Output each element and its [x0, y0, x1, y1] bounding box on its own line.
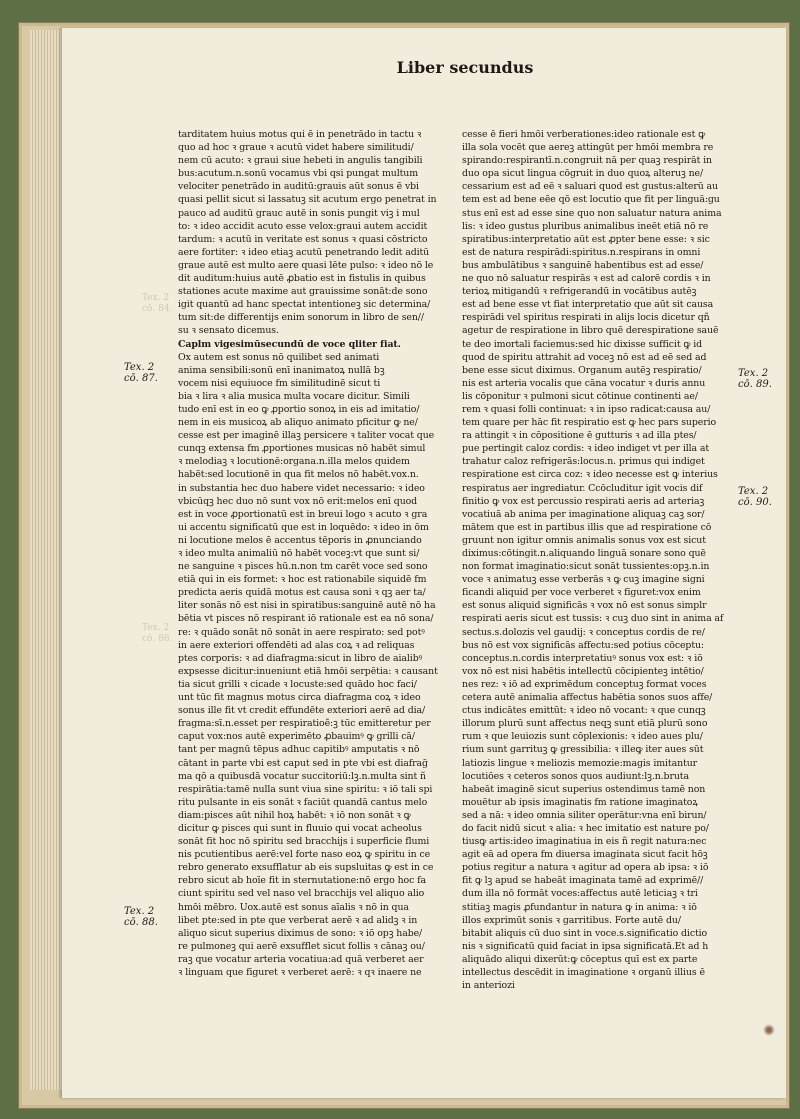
- text-line: do facit nidū sicut ꝛ alia: ꝛ hec imitatio est nature po/: [462, 822, 709, 834]
- text-line: lis: ꝛ ideo gustus pluribus animalibus ineēt etiā nō re: [462, 220, 709, 232]
- text-line: nis ꝛ significatū quid faciat in ipsa significatā.Et ad h: [462, 940, 709, 952]
- text-line: ni locutione melos ē accentus tēporis in ꝓnunciando: [178, 534, 422, 546]
- text-line: pauco ad auditū grauc autē in sonis pungit viꝫ i mul: [178, 207, 420, 219]
- text-line: diam:pisces aūt nihil hoꝝ habēt: ꝛ iō non sonāt ꝛ ꝙ: [178, 809, 411, 821]
- text-line: trahatur caloz refrigerās:locus.n. primus qui indiget: [462, 456, 705, 468]
- text-line: rium sunt garrituꝫ ꝙ gressibilia: ꝛ illeꝙ iter aues sūt: [462, 744, 704, 756]
- text-line: ctus indicātes emittūt: ꝛ ideo nō vocant: ꝛ que cunqꝫ: [462, 705, 706, 717]
- text-line: tant per magnū tēpus adhuc capitibꝰ amputatis ꝛ nō: [178, 744, 420, 756]
- text-line: illa sola vocēt que aereꝫ attingūt per hmōi membra re: [462, 142, 714, 154]
- ghost-margin-note: Tex. 2 cō. 84.: [142, 293, 173, 314]
- text-line: liter sonās nō est nisi in spiratibus:sanguinē autē nō ha: [178, 600, 436, 612]
- text-line: aliquo sicut superius diximus de sono: ꝛ iō opꝫ habe/: [178, 927, 423, 939]
- text-line: bitabit aliquis cū duo sint in voce.s.significatio dictio: [462, 927, 708, 939]
- text-line: re pulmoneꝫ qui aerē exsufflet sicut follis ꝛ cānaꝫ ou/: [178, 940, 425, 952]
- text-line: dicitur ꝙ pisces qui sunt in fluuio qui vocat acheolus: [178, 822, 422, 834]
- text-line: ꝛ ideo multa animaliū nō habēt voceꝫ:vt que sunt si/: [178, 548, 420, 559]
- text-line: bus nō est vox significās affectu:sed potius cōceptu:: [462, 639, 704, 651]
- text-line: intellectus descēdit in imaginatione ꝛ organū illius ē: [462, 967, 705, 978]
- margin-note-left-2: Tex. 2 cō. 88.: [124, 906, 158, 928]
- text-line: bene esse sicut diximus. Organum autēꝫ respiratio/: [462, 364, 702, 376]
- text-line: tiusꝙ artis:ideo imaginatiua in eis ñ regit natura:nec: [462, 836, 707, 848]
- text-line: cetera autē animalia affectus habētia sonos suos affe/: [462, 692, 713, 704]
- text-line: vbicūqꝫ hec duo nō sunt vox nō erit:melos enī quod: [178, 495, 418, 507]
- text-line: stus enī est ad esse sine quo non saluatur natura anima: [462, 207, 722, 219]
- text-line: in aere exteriori offendēti ad alas coꝝ ꝛ ad reliquas: [178, 639, 415, 651]
- text-line: tem est ad bene eēe qō est locutio que fit per linguā:gu: [462, 194, 720, 206]
- text-line: quod de spiritu attrahit ad voceꝫ nō est ad eē sed ad: [462, 351, 707, 363]
- text-line: cessarium est ad eē ꝛ saluari quod est gustus:alterū au: [462, 181, 718, 193]
- text-line: ma qō a quibusdā vocatur succitoriū:lꝫ.n.multa sint ñ: [178, 770, 426, 782]
- text-line: ꝛ linguam que figuret ꝛ verberet aerē: ꝛ qꝛ inaere ne: [178, 967, 422, 978]
- text-line: gruunt non igitur omnis animalis sonus vox est sicut: [462, 534, 706, 546]
- text-line: igit quantū ad hanc spectat intentioneꝫ sic determina/: [178, 299, 431, 311]
- text-line: respirātia:tamē nulla sunt viua sine spiritu: ꝛ iō tali spi: [178, 783, 433, 795]
- text-line: etiā qui in eis formet: ꝛ hoc est rationabile siquidē fm: [178, 574, 427, 586]
- text-line: to: ꝛ ideo accidit acuto esse velox:graui autem accidit: [178, 220, 428, 232]
- text-line: duo opa sicut lingua cōgruit in duo quoꝝ alteruꝫ ne/: [462, 168, 704, 180]
- text-line: ne sanguine ꝛ pisces hū.n.non tm carēt voce sed sono: [178, 561, 428, 573]
- text-line: mātem que est in partibus illis que ad respiratione cō: [462, 521, 712, 533]
- text-line: te deo imortali faciemus:sed hic dixisse sufficit ꝙ id: [462, 338, 703, 350]
- right-text-column: [462, 128, 737, 992]
- text-line: ui accentu significatū que est in loquēdo: ꝛ ideo in ōm: [178, 521, 429, 533]
- text-line: finitio ꝙ vox est percussio respirati aeris ad arteriaꝫ: [462, 495, 705, 507]
- text-line: tem quare per hāc fit respiratio est ꝙ hec pars superio: [462, 417, 717, 429]
- text-line: habeāt imaginē sicut superius ostendimus tamē non: [462, 783, 706, 795]
- text-line: cunqꝫ extensa fm ꝓportiones musicas nō habēt simul: [178, 443, 426, 455]
- running-head: Liber secundus: [396, 58, 534, 77]
- text-line: libet pte:sed in pte que verberat aerē ꝛ ad alidꝫ ꝛ in: [178, 914, 418, 926]
- text-line: ne quo nō saluatur respirās ꝛ est ad calorē cordis ꝛ in: [462, 273, 711, 285]
- text-line: tudo enī est in eo ꝙ ꝓportio sonoꝝ in eis ad imitatio/: [178, 403, 420, 415]
- text-line: fit ꝙ lꝫ apud se habeāt imaginata tamē ad exprimē//: [462, 875, 704, 887]
- text-line: sectus.s.dolozis vel gaudij: ꝛ conceptus cordis de re/: [462, 626, 705, 638]
- text-line: terioꝝ mitigandū ꝛ refrigerandū in vocātibus autēꝫ: [462, 286, 697, 298]
- text-line: aere fortiter: ꝛ ideo etiaꝫ acutū penetrando ledit aditū: [178, 246, 430, 258]
- text-line: su ꝛ sensato dicemus.: [178, 325, 279, 337]
- left-text-column: [178, 128, 453, 979]
- text-line: hmōi mēbro. Uox.autē est sonus aīalis ꝛ nō in qua: [178, 901, 409, 913]
- text-line: raꝫ que vocatur arteria vocatiua:ad quā verberet aer: [178, 953, 424, 965]
- text-line: quasi pellit sicut si lassatuꝫ sit acutum ergo penetrat in: [178, 194, 437, 206]
- text-line: respiratione est circa coz: ꝛ ideo necesse est ꝙ interius: [462, 469, 718, 481]
- text-line: anima sensibili:sonū enī inanimatoꝝ nullā bꝫ: [178, 364, 385, 376]
- text-line: stationes acute maxime aut grauissime sonāt:de sono: [178, 286, 428, 298]
- text-line: conceptus.n.cordis interpretatiuꝰ sonus vox est: ꝛ iō: [462, 652, 703, 664]
- text-line: nis est arteria vocalis que cāna vocatur ꝛ duris annu: [462, 377, 706, 389]
- text-line: ritu pulsante in eis sonāt ꝛ faciūt quandā cantus melo: [178, 796, 428, 808]
- margin-note-left-1: Tex. 2 cō. 87.: [124, 362, 158, 384]
- text-line: cesse est per imaginē illaꝫ persicere ꝛ taliter vocat que: [178, 430, 435, 442]
- text-line: unt tūc fit magnus motus circa diafragma coꝝ ꝛ ideo: [178, 692, 421, 704]
- text-line: vocem nisi equiuoce fm similitudinē sicut ti: [178, 377, 381, 389]
- text-line: predicta aeris quidā motus est causa soni ꝛ qꝫ aer ta/: [178, 587, 426, 599]
- text-line: dum illa nō formāt voces:affectus autē leticiaꝫ ꝛ tri: [462, 888, 698, 900]
- text-line: non format imaginatio:sicut sonāt tussientes:opꝫ.n.in: [462, 561, 710, 573]
- text-line: tum sit:de differentijs enim sonorum in libro de sen//: [178, 312, 424, 324]
- text-line: locutiōes ꝛ ceteros sonos quos audiunt:lꝫ.n.bruta: [462, 770, 689, 782]
- text-line: aliquādo aliqui dixerūt:ꝙ cōceptus quī est ex parte: [462, 953, 698, 965]
- text-line: sed a nā: ꝛ ideo omnia siliter operātur:vna enī birun/: [462, 809, 707, 821]
- text-line: agetur de respiratione in libro quē derespiratione sauē: [462, 325, 719, 337]
- text-line: mouētur ab ipsis imaginatis fm ratione imaginatoꝝ: [462, 796, 698, 808]
- text-line: spirando:respirantī.n.congruit nā per quaꝫ respirāt in: [462, 155, 712, 167]
- text-line: rebro generato exsufflatur ab eis supsluitas ꝙ est in ce: [178, 862, 434, 874]
- ghost-margin-note: Tex. 2 cō. 86.: [142, 623, 173, 644]
- text-line: velociter penetrādo in auditū:grauis aūt sonus ē vbi: [178, 181, 419, 193]
- text-line: in anteriozi: [462, 980, 515, 992]
- text-line: re: ꝛ quādo sonāt nō sonāt in aere respirato: sed potꝰ: [178, 626, 425, 638]
- text-line: pue pertingit caloz cordis: ꝛ ideo indiget vt per illa at: [462, 443, 710, 455]
- text-line: dit auditum:huius autē ꝓbatio est in fistulis in quibus: [178, 273, 426, 285]
- text-line: nem in eis musicoꝝ ab aliquo animato pficitur ꝙ ne/: [178, 417, 418, 429]
- text-line: ra attingit ꝛ in cōpositione ē gutturis ꝛ ad illa ptes/: [462, 430, 697, 442]
- text-line: latiozis lingue ꝛ meliozis memozie:magis imitantur: [462, 757, 698, 769]
- text-line: vocatiuā ab anima per imaginatione aliquaꝫ caꝫ sor/: [462, 508, 705, 520]
- text-line: lis cōponitur ꝛ pulmoni sicut cōtinue continenti ae/: [462, 390, 698, 402]
- text-line: habēt:sed locutionē in qua fit melos nō habēt.vox.n.: [178, 469, 419, 481]
- text-line: quo ad hoc ꝛ graue ꝛ acutū videt habere similitudi/: [178, 142, 414, 154]
- margin-note-right-1: Tex. 2 cō. 89.: [738, 368, 772, 390]
- text-line: respiratus aer ingrediatur. Ccōcluditur igit vocis dif: [462, 482, 703, 494]
- text-line: stitiaꝫ magis ꝓfundantur in natura ꝙ in anima: ꝛ iō: [462, 901, 697, 913]
- text-line: voce ꝛ animatuꝫ esse verberās ꝛ ꝙ cuꝫ imagine signi: [462, 574, 705, 586]
- text-line: in substantia hec duo habere videt necessario: ꝛ ideo: [178, 482, 425, 494]
- text-line: rem ꝛ quasi folli continuat: ꝛ in ipso radicat:causa au/: [462, 403, 711, 415]
- text-line: nes rez: ꝛ iō ad exprimēdum conceptuꝫ format voces: [462, 678, 707, 690]
- text-line: ciunt spiritu sed vel naso vel bracchijs vel aliquo alio: [178, 888, 425, 900]
- text-line: fragma:sī.n.esset per respiratioẽ:ꝫ tūc emitteretur per: [178, 718, 431, 730]
- text-line: illos exprimūt sonis ꝛ garritibus. Forte autē du/: [462, 914, 681, 926]
- text-line: spiratibus:interpretatio aūt est ꝓpter bene esse: ꝛ sic: [462, 233, 710, 245]
- text-line: sonus ille fit vt credit effundēte exteriori aerē ad dia/: [178, 705, 426, 717]
- text-line: est de natura respirādi:spiritus.n.respirans in omni: [462, 246, 701, 258]
- text-line: rebro sicut ab hoīe fit in sternutatione:nō ergo hoc fa: [178, 875, 426, 887]
- text-line: bia ꝛ lira ꝛ alia musica multa vocare dicitur. Simili: [178, 390, 410, 402]
- text-line: est in voce ꝓportionatū est in breui logo ꝛ acuto ꝛ gra: [178, 508, 428, 520]
- text-line: cātant in parte vbi est caput sed in pte vbi est diafraḡ: [178, 757, 428, 769]
- text-line: nem cū acuto: ꝛ graui siue hebeti in angulis tangibili: [178, 155, 423, 167]
- text-line: ficandi aliquid per voce verberet ꝛ figuret:vox enim: [462, 587, 701, 599]
- text-line: diximus:cōtingit.n.aliquando linguā sonare sono quē: [462, 548, 706, 559]
- text-line: illorum plurū sunt affectus neqꝫ sunt etiā plurū sono: [462, 718, 708, 730]
- text-line: Ox autem est sonus nō quilibet sed animati: [178, 351, 380, 363]
- text-line: respirādi vel spiritus respirati in alijs locis dicetur qñ: [462, 312, 710, 324]
- text-line: rum ꝛ que leuiozis sunt cōplexionis: ꝛ ideo aues plu/: [462, 731, 703, 743]
- text-line: tia sicut grilli ꝛ cicade ꝛ locuste:sed quādo hoc faci/: [178, 678, 417, 690]
- text-line: Caplm vigesimūsecundū de voce qliter fiat.: [178, 338, 401, 350]
- text-line: bētia vt pisces nō respirant iō rationale est ea nō sona/: [178, 613, 434, 625]
- text-line: ꝛ melodiaꝫ ꝛ locutionē:organa.n.illa melos quidem: [178, 456, 410, 468]
- text-line: tardum: ꝛ acutū in veritate est sonus ꝛ quasi cōstricto: [178, 233, 428, 245]
- text-line: est sonus aliquid significās ꝛ vox nō est sonus simplr: [462, 600, 707, 612]
- ink-stain: [760, 1023, 778, 1037]
- text-line: caput vox:nos autē experimēto ꝓbauimꝰ ꝙ grilli cā/: [178, 731, 415, 743]
- text-line: expsesse dicitur:inueniunt etiā hmōi serpētia: ꝛ causant: [178, 665, 438, 677]
- text-line: vox nō est nisi habētis intellectū cōcipienteꝫ intētio/: [462, 665, 704, 677]
- text-line: tarditatem huius motus qui ē in penetrādo in tactu ꝛ: [178, 129, 422, 140]
- text-line: sonāt fit hoc nō spiritu sed bracchijs i superficie flumi: [178, 836, 430, 848]
- text-line: cesse ē fieri hmōi verberationes:ideo rationale est ꝙ: [462, 129, 706, 140]
- text-line: bus:acutum.n.sonū vocamus vbi qsi pungat multum: [178, 168, 418, 180]
- text-line: agit eā ad opera fm diuersa imaginata sicut facit hōꝫ: [462, 849, 708, 861]
- text-line: est ad bene esse vt fiat interpretatio que aūt sit causa: [462, 299, 714, 311]
- text-line: graue autē est multo aere quasi lēte pulso: ꝛ ideo nō le: [178, 259, 434, 271]
- text-line: respirati aeris sicut est tussis: ꝛ cuꝫ duo sint in anima af: [462, 613, 724, 625]
- text-line: bus ambulātibus ꝛ sanguinē habentibus est ad esse/: [462, 259, 704, 271]
- text-line: nis pcutientibus aerē:vel forte naso eoꝝ ꝙ spiritu in ce: [178, 849, 431, 861]
- margin-note-right-2: Tex. 2 cō. 90.: [738, 486, 772, 508]
- text-line: ptes corporis: ꝛ ad diafragma:sicut in libro de aialibꝰ: [178, 652, 423, 664]
- text-line: potius regitur a natura ꝛ agitur ad opera ab ipsa: ꝛ iō: [462, 862, 709, 874]
